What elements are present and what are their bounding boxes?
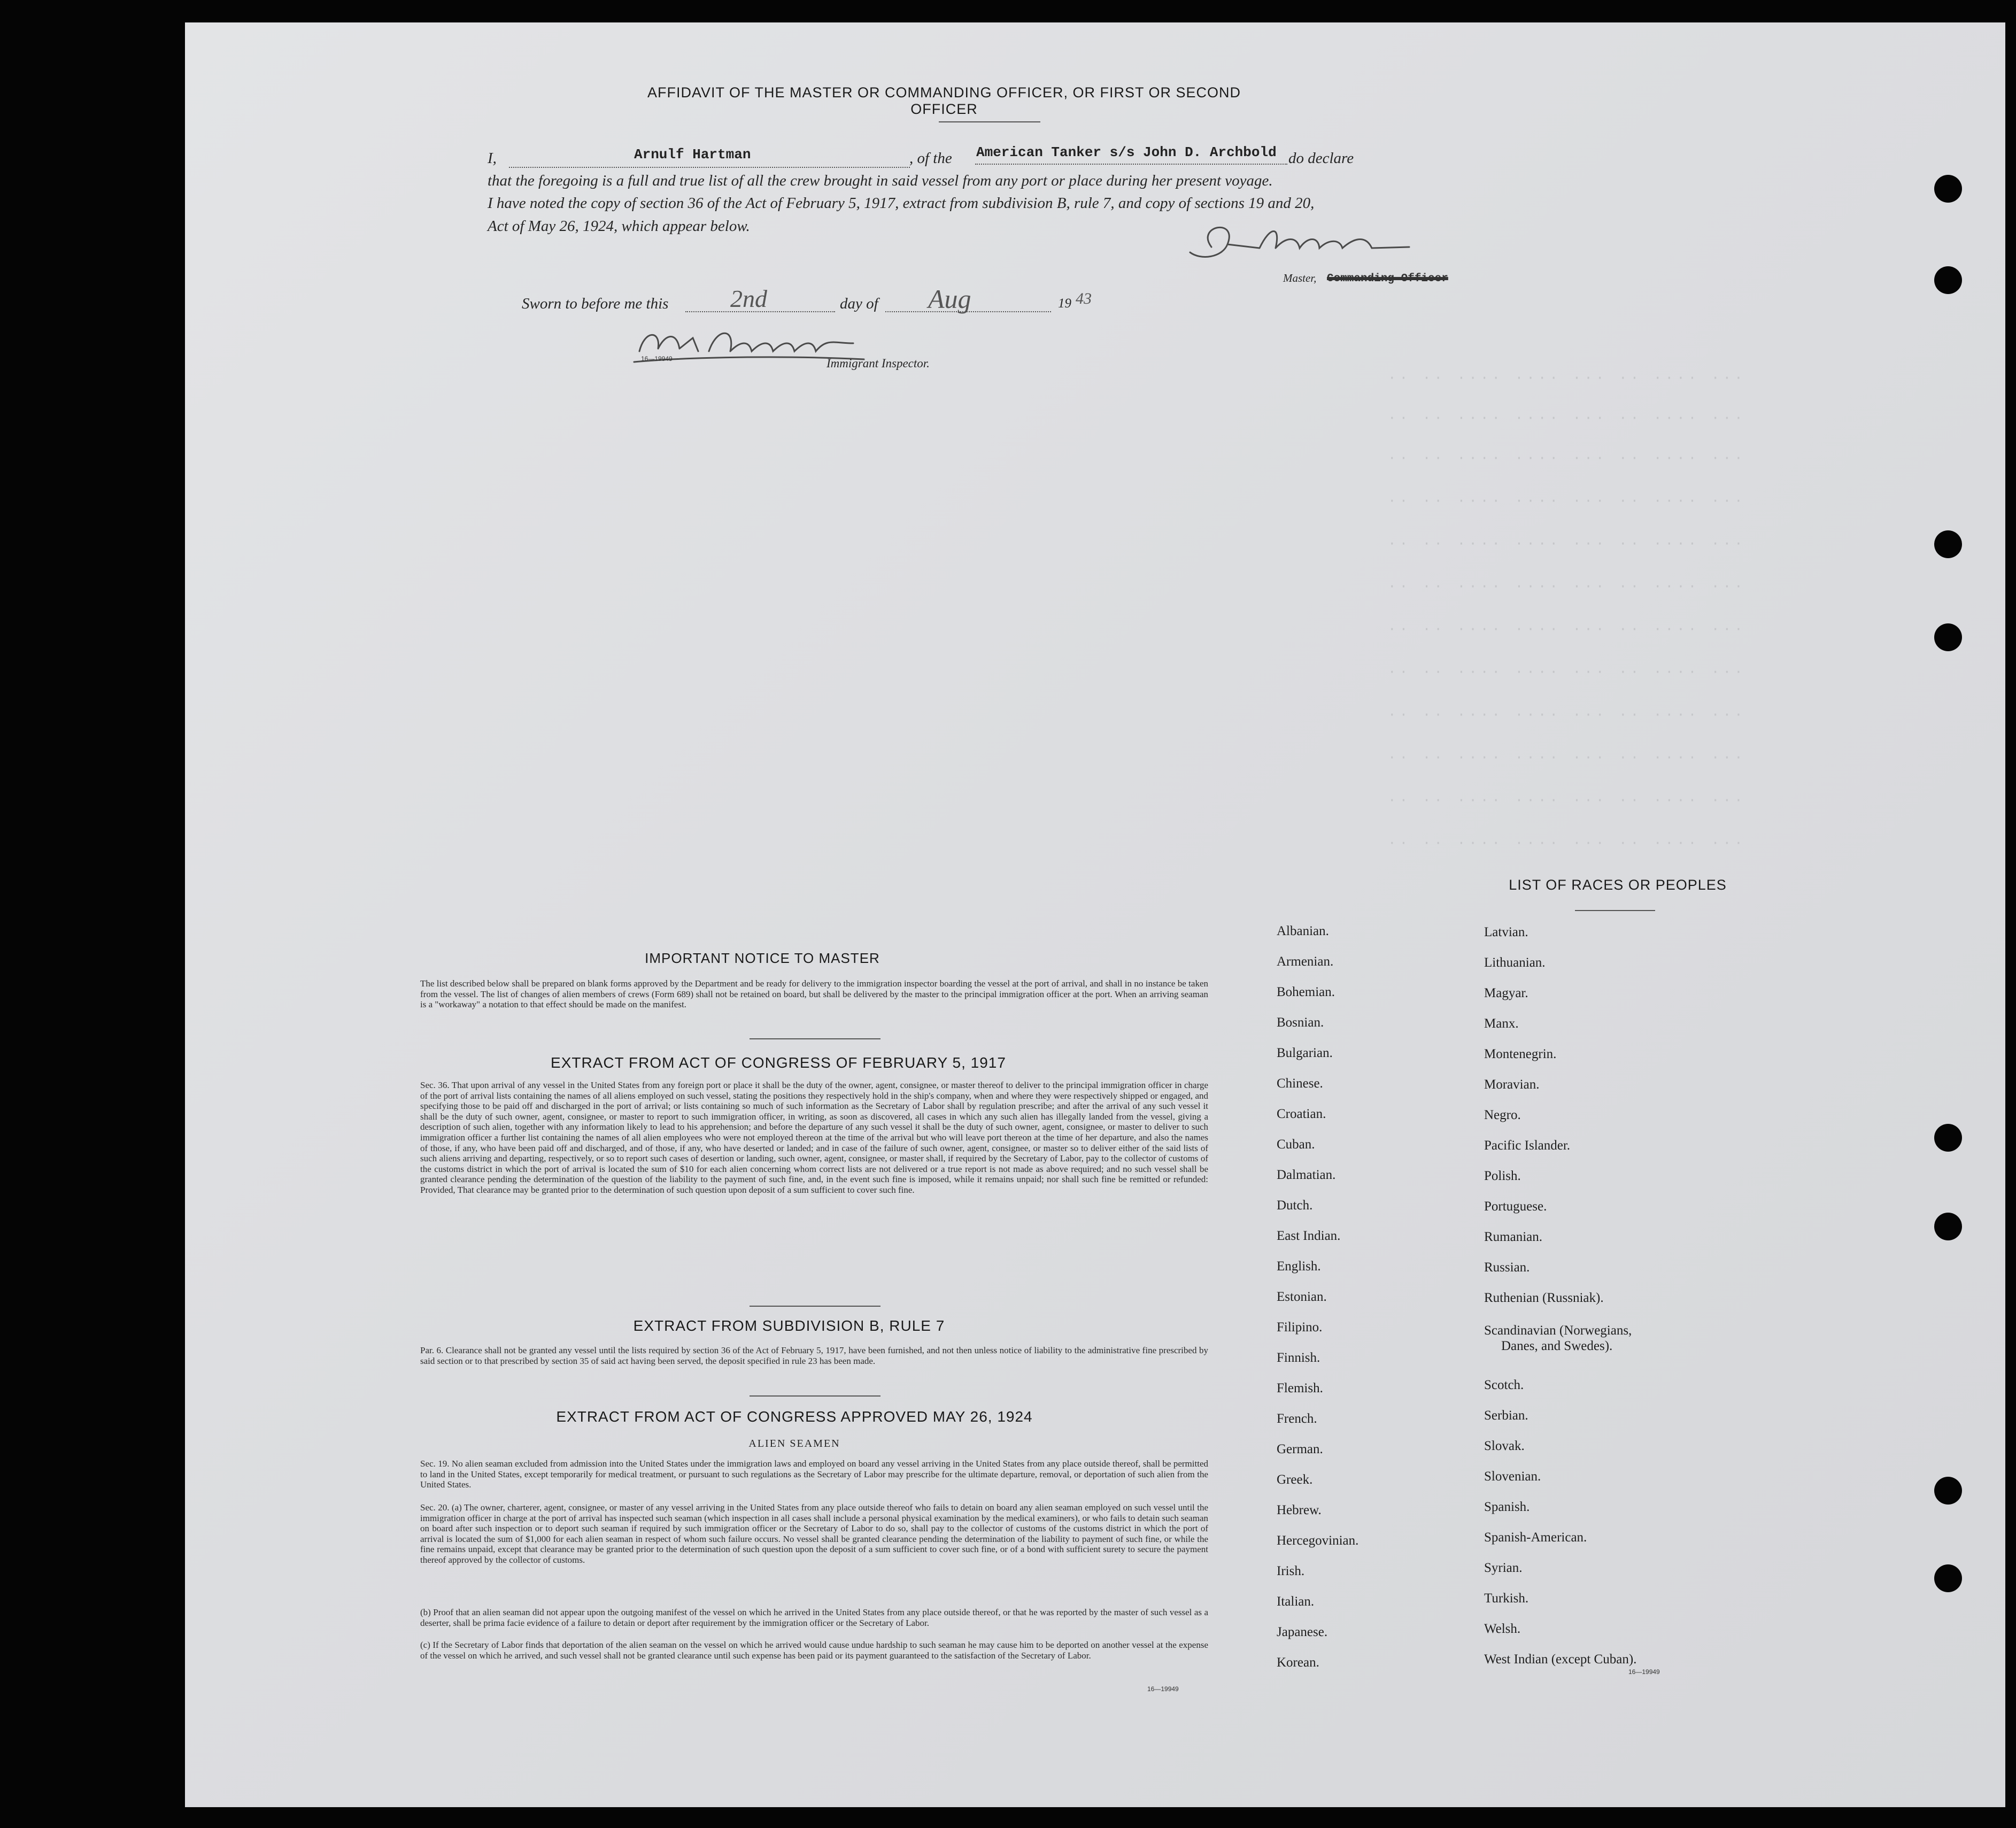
- master-name: Arnulf Hartman: [634, 146, 751, 163]
- extract-1924-sec20c: (c) If the Secretary of Labor finds that deportation of the alien seaman on the vessel on which he arrived would cause undue hardship to such seaman he may cause him to be deported on another vessel at the expense of the vessel on which he arrived, and such vessel shall not be granted clearance until such expense has been paid or its payment guaranteed to the satisfaction of the Secretary of Labor.: [420, 1640, 1208, 1661]
- race-item: Filipino.: [1277, 1320, 1323, 1335]
- extract-1917-title: EXTRACT FROM ACT OF CONGRESS OF FEBRUARY 5, 1917: [551, 1054, 1006, 1071]
- extract-1924-form-number: 16—19949: [1147, 1685, 1179, 1693]
- race-item: Serbian.: [1484, 1408, 1528, 1423]
- notice-text: The list described below shall be prepared on blank forms approved by the Department and be ready for delivery to the immigration inspector boarding the vessel at the port of arrival, and shall in no instance be taken from the vessel. The list of changes of alien members of crews (Form 689) shall not be retained on board, but shall be delivered by the master to the principal immigration officer at the port. When an arriving seaman is a "workaway" a notation to that effect should be made on the manifest.: [420, 978, 1208, 1010]
- race-item: Magyar.: [1484, 986, 1528, 1000]
- sworn-label: Sworn to before me this: [522, 295, 669, 312]
- race-item: Japanese.: [1277, 1625, 1328, 1639]
- punch-hole: [1934, 1124, 1962, 1152]
- race-item: Portuguese.: [1484, 1199, 1547, 1214]
- race-item: Cuban.: [1277, 1137, 1315, 1152]
- extract-1924-title: EXTRACT FROM ACT OF CONGRESS APPROVED MAY 26, 1924: [556, 1408, 1033, 1425]
- inspector-label: Immigrant Inspector.: [827, 357, 930, 370]
- race-item: Montenegrin.: [1484, 1047, 1557, 1061]
- affidavit-title: AFFIDAVIT OF THE MASTER OR COMMANDING OFFICER, OR FIRST OR SECOND OFFICER: [647, 84, 1241, 117]
- punch-hole: [1934, 266, 1962, 294]
- races-title: LIST OF RACES OR PEOPLES: [1509, 877, 1727, 893]
- race-item: Albanian.: [1277, 924, 1329, 938]
- race-item: East Indian.: [1277, 1229, 1341, 1243]
- inspector-form-number: 16—19949: [641, 355, 673, 362]
- punch-hole: [1934, 623, 1962, 651]
- races-form-number: 16—19949: [1628, 1668, 1660, 1676]
- extract-1924-subtitle: ALIEN SEAMEN: [748, 1438, 840, 1449]
- race-item: Italian.: [1277, 1594, 1315, 1609]
- race-item: Polish.: [1484, 1169, 1521, 1183]
- notice-title: IMPORTANT NOTICE TO MASTER: [645, 950, 880, 966]
- race-item: Dutch.: [1277, 1198, 1313, 1213]
- name-line: [509, 167, 910, 168]
- race-item: Pacific Islander.: [1484, 1138, 1571, 1153]
- sworn-month: Aug: [928, 284, 971, 314]
- year-prefix: 19: [1058, 296, 1071, 311]
- master-struck-text: Commanding Officer: [1327, 273, 1448, 285]
- year-suffix: 43: [1076, 290, 1092, 307]
- race-item: Dalmatian.: [1277, 1168, 1336, 1182]
- race-item: Bosnian.: [1277, 1015, 1324, 1030]
- race-item: Russian.: [1484, 1260, 1530, 1275]
- sworn-day: 2nd: [730, 285, 767, 312]
- notice-rule: [750, 1038, 880, 1039]
- race-item-continuation: Danes, and Swedes).: [1501, 1339, 1613, 1353]
- vessel-name: American Tanker s/s John D. Archbold: [976, 144, 1277, 160]
- race-item: German.: [1277, 1442, 1323, 1456]
- race-item: Negro.: [1484, 1108, 1521, 1122]
- day-of-label: day of: [840, 295, 878, 312]
- of-the-label: , of the: [909, 150, 952, 167]
- affidavit-line-4: Act of May 26, 1924, which appear below.: [488, 218, 750, 235]
- punch-hole: [1934, 175, 1962, 203]
- race-item: Croatian.: [1277, 1107, 1326, 1121]
- affidavit-line-3: I have noted the copy of section 36 of the Act of February 5, 1917, extract from subdivision B, rule 7, and copy of sections 19 and 20,: [488, 195, 1315, 212]
- race-item: Irish.: [1277, 1564, 1305, 1578]
- race-item: Hebrew.: [1277, 1503, 1322, 1517]
- race-item: Ruthenian (Russniak).: [1484, 1291, 1604, 1305]
- race-item: Lithuanian.: [1484, 955, 1546, 970]
- race-item: Syrian.: [1484, 1561, 1523, 1575]
- extract-1924-sec20a: Sec. 20. (a) The owner, charterer, agent, consignee, or master of any vessel arriving in the United States from any place outside thereof who fails to detain on board any alien seaman employed on such vessel until the immigration officer in charge at the port of arrival has inspected such seaman (which inspection in all cases shall include a personal physical examination by the medical examiners), or who fails to detain such seaman on board after such inspection or to deport such seaman if required by such immigration officer or the Secretary of Labor to do so, shall pay to the collector of customs of the customs district in which the port of arrival is located the sum of $1,000 for each alien seaman in respect of whom such failure occurs. No vessel shall be granted clearance pending the determination of the liability to payment of such fine, or while the fine remains unpaid, except that clearance may be granted prior to the determination of such question upon the deposit of a sum sufficient to cover such fine, or of a bond with sufficient surety to secure the payment thereof approved by the collector of customs.: [420, 1502, 1208, 1565]
- race-item: Estonian.: [1277, 1290, 1327, 1304]
- race-item: Spanish.: [1484, 1500, 1530, 1514]
- punch-hole: [1934, 1213, 1962, 1240]
- master-signature: [1179, 215, 1447, 274]
- punch-hole: [1934, 1564, 1962, 1592]
- title-rule: [939, 121, 1040, 122]
- race-item: Bulgarian.: [1277, 1046, 1333, 1060]
- race-item: Finnish.: [1277, 1351, 1320, 1365]
- do-declare-label: do declare: [1288, 150, 1354, 167]
- race-item: Scandinavian (Norwegians,: [1484, 1323, 1632, 1338]
- race-item: Slovak.: [1484, 1439, 1525, 1453]
- race-item: Hercegovinian.: [1277, 1533, 1359, 1548]
- race-item: Turkish.: [1484, 1591, 1529, 1606]
- extract-1917-text: Sec. 36. That upon arrival of any vessel in the United States from any foreign port or place it shall be the duty of the owner, agent, consignee, or master thereof to deliver to the principal immigration officer in charge of the port of arrival lists containing the names of all aliens employed on such vessel, stating the positions they respectively hold in the ship's company, when and where they were respectively shipped or engaged, and specifying those to be paid off and discharged in the port of arrival; or lists containing so much of such information as the Secretary of Labor shall by regulation prescribe; and after the arrival of any such vessel it shall be the duty of such owner, agent, consignee, or master to report to such immigration officer, in writing, as soon as discovered, all cases in which any such alien has illegally landed from the vessel, giving a description of such alien, together with any information likely to lead to his apprehension; and before the departure of any such vessel it shall be the duty of such owner, agent, consignee, or master to deliver to such immigration officer a further list containing the names of all alien employees who were not employed thereon at the time of the arrival but who will leave port thereon at the time of her departure, and also the names of those, if any, who have been paid off and discharged, and of those, if any, who have deserted or landed; and in case of the failure of such owner, agent, consignee, or master so to deliver either of the said lists of such aliens arriving and departing, respectively, or so to report such cases of desertion or landing, such owner, agent, consignee, or master shall, if required by the Secretary of Labor, pay to the collector of customs of the customs district in which the port of arrival is located the sum of $10 for each alien concerning whom correct lists are not delivered or a true report is not made as above required; and no such vessel shall be granted clearance pending the determination of the question of the liability to the payment of such fine, and, in the event such fine is imposed, while it remains unpaid; nor shall such fine be remitted or refunded: Provided, That clearance may be granted prior to the determination of such question upon deposit of a sum sufficient to cover such fine.: [420, 1080, 1208, 1195]
- extract-1924-sec20b: (b) Proof that an alien seaman did not appear upon the outgoing manifest of the vessel on which he arrived in the United States from any place outside thereof, or that he was reported by the master of such vessel as a deserter, shall be prima facie evidence of a failure to detain or deport after requirement by the immigration officer or the Secretary of Labor.: [420, 1607, 1208, 1628]
- extract-rule7-title: EXTRACT FROM SUBDIVISION B, RULE 7: [633, 1317, 945, 1334]
- punch-hole: [1934, 530, 1962, 558]
- race-item: Manx.: [1484, 1016, 1519, 1031]
- races-rule: [1575, 910, 1655, 911]
- race-item: Rumanian.: [1484, 1230, 1543, 1244]
- race-item: Bohemian.: [1277, 985, 1335, 999]
- race-item: Slovenian.: [1484, 1469, 1541, 1484]
- extract-1924-sec19: Sec. 19. No alien seaman excluded from admission into the United States under the immigration laws and employed on board any vessel arriving in the United States from any place outside thereof, shall be permitted to land in the United States, except temporarily for medical treatment, or pursuant to such regulations as the Secretary of Labor may prescribe for the ultimate departure, removal, or deportation of such alien from the United States.: [420, 1459, 1208, 1490]
- race-item: Chinese.: [1277, 1076, 1323, 1091]
- master-label: Master,: [1283, 272, 1317, 284]
- extract-rule7-text: Par. 6. Clearance shall not be granted any vessel until the lists required by section 36 of the Act of February 5, 1917, have been furnished, and not then unless notice of liability to the administrative fine prescribed by said section or to that prescribed by section 35 of said act having been served, the deposit specified in rule 23 has been made.: [420, 1345, 1208, 1366]
- extract-rule7-rule: [750, 1395, 880, 1397]
- race-item: Scotch.: [1484, 1378, 1524, 1392]
- race-item: French.: [1277, 1412, 1317, 1426]
- race-item: Flemish.: [1277, 1381, 1323, 1395]
- race-item: Greek.: [1277, 1472, 1313, 1487]
- punch-hole: [1934, 1477, 1962, 1505]
- race-item: Moravian.: [1484, 1077, 1540, 1092]
- race-item: English.: [1277, 1259, 1321, 1274]
- affidavit-i-label: I,: [488, 150, 497, 167]
- race-item: Latvian.: [1484, 925, 1528, 939]
- affidavit-line-2: that the foregoing is a full and true list of all the crew brought in said vessel from any port or place during her present voyage.: [488, 172, 1273, 189]
- race-item: Spanish-American.: [1484, 1530, 1587, 1545]
- race-item: Korean.: [1277, 1655, 1319, 1670]
- vessel-line: [975, 164, 1287, 165]
- document-page: ·· ·· ···· ···· ··· ·· ···· ··· ·· ·· ···· ···· ··· ·· ···· ··· ·· ·· ···· ···· ··· ·· ···· ··· ·· ·· ···· ···· ··· ·· ···· ··· ·· ·· ···· ···· ··· ·· ···· ··· ·· ·· ···· ···· ··· ·· ···· ··· ·· ·· ···· ···· ··· ·· ···· ··· ·· ·· ···· ···· ··· ·· ···· ··· ·· ·· ···· ···· ··· ·· ···· ··· ·· ·· ···· ···· ··· ·· ···· ··· ·· ·· ···· ···· ··· ·· ···· ··· ·· ·· ···· ···· ··· ·· ···· ··· AFFIDAVIT OF THE MASTER OR COMMANDING OFFICER, OR FIRST OR SECOND OFFICER I, Arnulf Hartman , of the American Tanker s/s John D. Archbold do declare that the foregoing is a full and true list of all the crew brought in said vessel from any port or place during her present voyage. I have noted the copy of section 36 of the Act of February 5, 1917, extract from subdivision B, rule 7, and copy of sections 19 and 20, Act of May 26, 1924, which appear below. Master, Commanding Officer Sworn to before me this 2nd day of Aug 19 43 16—19949 Immigrant Inspector. IMPORTANT NOTICE TO MASTER The list described below shall be prepared on blank forms approved by the Department and be ready for delivery to the immigration inspector boarding the vessel at the port of arrival, and shall in no instance be taken from the vessel. The list of changes of alien members of crews (Form 689) shall not be retained on board, but shall be delivered by the master to the principal immigration officer at the port. When an arriving seaman is a "workaway" a notation to that effect should be made on the manifest. EXTRACT FROM ACT OF CONGRESS OF FEBRUARY 5, 1917 Sec. 36. That upon arrival of any vessel in the United States from any foreign port or place it shall be the duty of the owner, agent, consignee, or master thereof to deliver to the principal immigration officer in charge of the port of arrival lists containing the names of all aliens employed on such vessel, stating the positions they respectively hold in the ship's company, when and where they were respectively shipped or engaged, and specifying those to be paid off and discharged in the port of arrival; or lists containing so much of such information as the Secretary of Labor shall by regulation prescribe; and after the arrival of any such vessel it shall be the duty of such owner, agent, consignee, or master to report to such immigration officer, in writing, as soon as discovered, all cases in which any such alien has illegally landed from the vessel, giving a description of such alien, together with any information likely to lead to his apprehension; and before the departure of any such vessel it shall be the duty of such owner, agent, consignee, or master to deliver to such immigration officer a further list containing the names of all alien employees who were not employed thereon at the time of the arrival but who will leave port thereon at the time of her departure, and also the names of those, if any, who have been paid off and discharged, and of those, if any, who have deserted or landed; and in case of the failure of such owner, agent, consignee, or master so to deliver either of the said lists of such aliens arriving and departing, respectively, or so to report such cases of desertion or landing, such owner, agent, consignee, or master shall, if required by the Secretary of Labor, pay to the collector of customs of the customs district in which the port of arrival is located the sum of $10 for each alien concerning whom correct lists are not delivered or a true report is not made as above required; and no such vessel shall be granted clearance pending the determination of the question of the liability to the payment of such fine, and, in the event such fine is imposed, while it remains unpaid; nor shall such fine be remitted or refunded: Provided, That clearance may be granted prior to the determination of such question upon deposit of a sum sufficient to cover such fine. EXTRACT FROM SUBDIVISION B, RULE 7 Par. 6. Clearance shall not be granted any vessel until the lists required by section 36 of the Act of February 5, 1917, have been furnished, and not then unless notice of liability to the administrative fine prescribed by said section or to that prescribed by section 35 of said act having been served, the deposit specified in rule 23 has been made. EXTRACT FROM ACT OF CONGRESS APPROVED MAY 26, 1924 ALIEN SEAMEN Sec. 19. No alien seaman excluded from admission into the United States under the immigration laws and employed on board any vessel arriving in the United States from any place outside thereof, shall be permitted to land in the United States, except temporarily for medical treatment, or pursuant to such regulations as the Secretary of Labor may prescribe for the ultimate departure, removal, or deportation of such alien from the United States. Sec. 20. (a) The owner, charterer, agent, consignee, or master of any vessel arriving in the United States from any place outside thereof who fails to detain on board any alien seaman employed on such vessel until the immigration officer in charge at the port of arrival has inspected such seaman (which inspection in all cases shall include a personal physical examination by the medical examiners), or who fails to detain such seaman on board after such inspection or to deport such seaman if required by such immigration officer or the Secretary of Labor to do so, shall pay to the collector of customs of the customs district in which the port of arrival is located the sum of $1,000 for each alien seaman in respect of whom such failure occurs. No vessel shall be granted clearance pending the determination of the liability to payment of such fine, or while the fine remains unpaid, except that clearance may be granted prior to the determination of such question upon the deposit of a sum sufficient to cover such fine, or of a bond with sufficient surety to secure the payment thereof approved by the collector of customs. (b) Proof that an alien seaman did not appear upon the outgoing manifest of the vessel on which he arrived in the United States from any place outside thereof, or that he was reported by the master of such vessel as a deserter, shall be prima facie evidence of a failure to detain or deport after requirement by the immigration officer or the Secretary of Labor. (c) If the Secretary of Labor finds that deportation of the alien seaman on the vessel on which he arrived would cause undue hardship to such seaman he may cause him to be deported on another vessel at the expense of the vessel on which he arrived, and such vessel shall not be granted clearance until such expense has been paid or its payment guaranteed to the satisfaction of the Secretary of Labor. 16—19949 LIST OF RACES OR PEOPLES Albanian. Armenian. Bohemian. Bosnian. Bulgarian. Chinese. Croatian. Cuban. Dalmatian. Dutch. East Indian. English. Estonian. Filipino. Finnish. Flemish. French. German. Greek. Hebrew. Hercegovinian. Irish. Italian. Japanese. Korean. Latvian. Lithuanian. Magyar. Manx. Montenegrin. Moravian. Negro. Pacific Islander. Polish. Portuguese. Rumanian. Russian. Ruthenian (Russniak). Scandinavian (Norwegians, Danes, and Swedes). Scotch. Serbian. Slovak. Slovenian. Spanish. Spanish-American. Syrian. Turkish. Welsh. West Indian (except Cuban). 16—19949: [185, 22, 2005, 1807]
- extract-1917-rule: [750, 1306, 880, 1307]
- race-item: Armenian.: [1277, 954, 1334, 969]
- race-item: West Indian (except Cuban).: [1484, 1652, 1637, 1667]
- race-item: Welsh.: [1484, 1622, 1521, 1636]
